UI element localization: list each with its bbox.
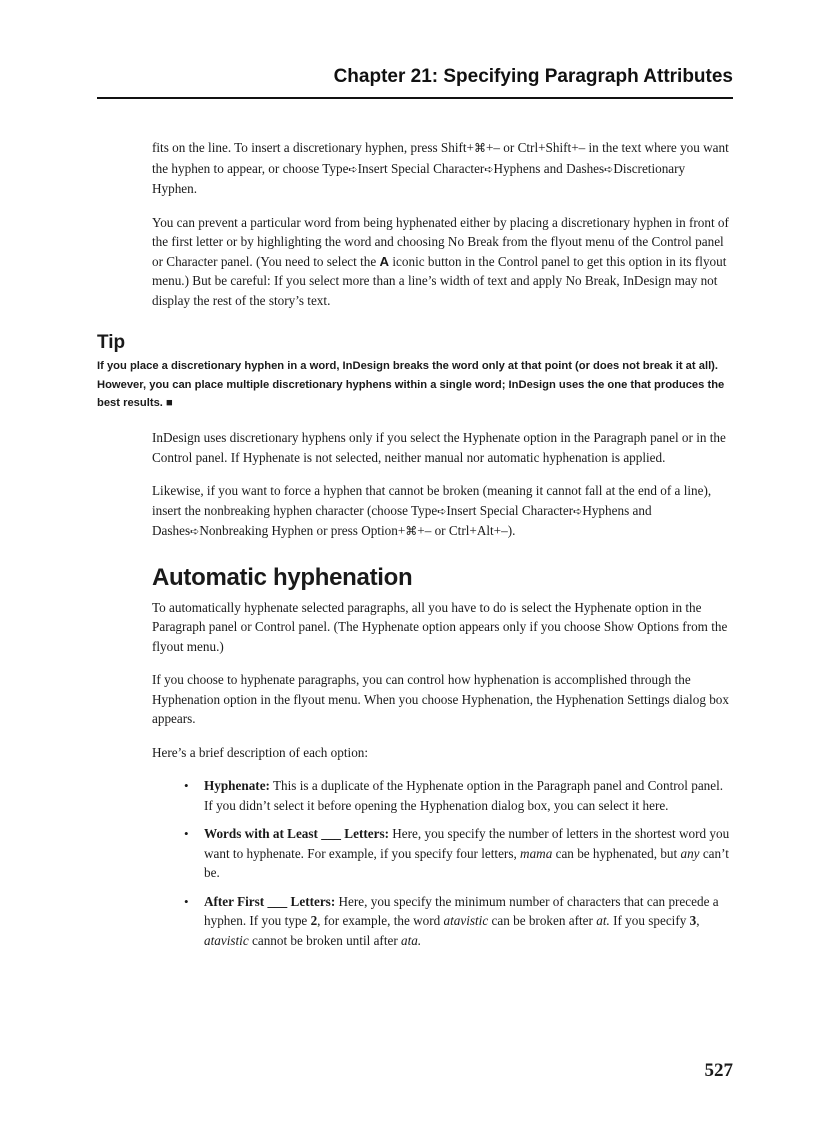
tip-label: Tip	[97, 332, 126, 353]
menu-arrow-icon: ➪	[573, 504, 583, 518]
menu-arrow-icon: ➪	[348, 162, 358, 176]
tip-text: If you place a discretionary hyphen in a word, InDesign breaks the word only at that point (or does not break it at all). However, you can place multiple discretionary hyphens within a single word; InDesign uses the one that produces the best results. ■	[97, 360, 725, 409]
menu-arrow-icon: ➪	[437, 504, 447, 518]
command-key-icon: ⌘	[473, 141, 486, 155]
bullet-icon: •	[184, 893, 189, 909]
middle-paragraph-1: InDesign uses discretionary hyphens only if you select the Hyphenate option in the Paragraph panel or in the Control panel. If Hyphenate is not selected, neither manual nor automatic hyphenation is applied.	[152, 430, 726, 465]
menu-arrow-icon: ➪	[190, 525, 200, 538]
character-a-icon: A	[379, 253, 390, 269]
header-rule	[97, 97, 733, 99]
menu-arrow-icon: ➪	[604, 162, 614, 176]
intro-block	[152, 138, 733, 324]
tip-box	[97, 332, 737, 413]
middle-paragraph-2: Likewise, if you want to force a hyphen that cannot be broken (meaning it cannot fall at the end of a line), insert the nonbreaking hyphen character (choose Type➪Insert Special Character➪Hyphens and Dashes➪Nonbreaking Hyphen or press Option+⌘+– or Ctrl+Alt+–).	[152, 483, 712, 538]
section-heading: Automatic hyphenation	[152, 563, 413, 591]
command-key-icon: ⌘	[405, 524, 418, 538]
main-block	[152, 428, 733, 959]
intro-paragraph-2: You can prevent a particular word from being hyphenated either by placing a discretionary hyphen in front of the first letter or by highlighting the word and choosing No Break from the flyout menu of the Control panel or Character panel. (You need to select the A iconic button in the Control panel to get this option in its flyout menu.) But be careful: If you select more than a line’s width of text and apply No Break, InDesign may not display the rest of the story’s text.	[152, 214, 729, 308]
end-mark-icon: ■	[166, 397, 173, 409]
bullet-icon: •	[184, 778, 189, 793]
chapter-title: Chapter 21: Specifying Paragraph Attributes	[333, 66, 733, 87]
section-paragraph-1: To automatically hyphenate selected paragraphs, all you have to do is select the Hyphenate option in the Paragraph panel or Control panel. (The Hyphenate option appears only if you choose Show Options from the flyout menu.)	[152, 599, 728, 654]
section-paragraph-2: If you choose to hyphenate paragraphs, you can control how hyphenation is accomplished through the Hyphenation option in the flyout menu. When you choose Hyphenation, the Hyphenation Settings dialog box appears.	[152, 672, 729, 726]
list-item: • Hyphenate: This is a duplicate of the Hyphenate option in the Paragraph panel and Control panel. If you didn’t select it before opening the Hyphenation dialog box, you can select it here.	[184, 778, 724, 813]
options-list	[152, 776, 733, 950]
list-item: • After First ___ Letters: Here, you specify the minimum number of characters that can precede a hyphen. If you type 2, for example, the word atavistic can be broken after at. If you specify 3, atavistic cannot be broken until after ata.	[184, 893, 719, 948]
intro-paragraph-1: fits on the line. To insert a discretionary hyphen, press Shift+⌘+– or Ctrl+Shift+– in the text where you want the hyphen to appear, or choose Type➪Insert Special Character➪Hyphens and Dashes➪Discretionary Hyphen.	[152, 140, 729, 196]
bullet-icon: •	[184, 826, 189, 841]
list-item: • Words with at Least ___ Letters: Here, you specify the number of letters in the shortest word you want to hyphenate. For example, if you specify four letters, mama can be hyphenated, but any can’t be.	[184, 826, 730, 880]
menu-arrow-icon: ➪	[484, 162, 494, 176]
section-paragraph-3: Here’s a brief description of each option:	[152, 744, 369, 760]
page-number: 527	[704, 1060, 733, 1081]
